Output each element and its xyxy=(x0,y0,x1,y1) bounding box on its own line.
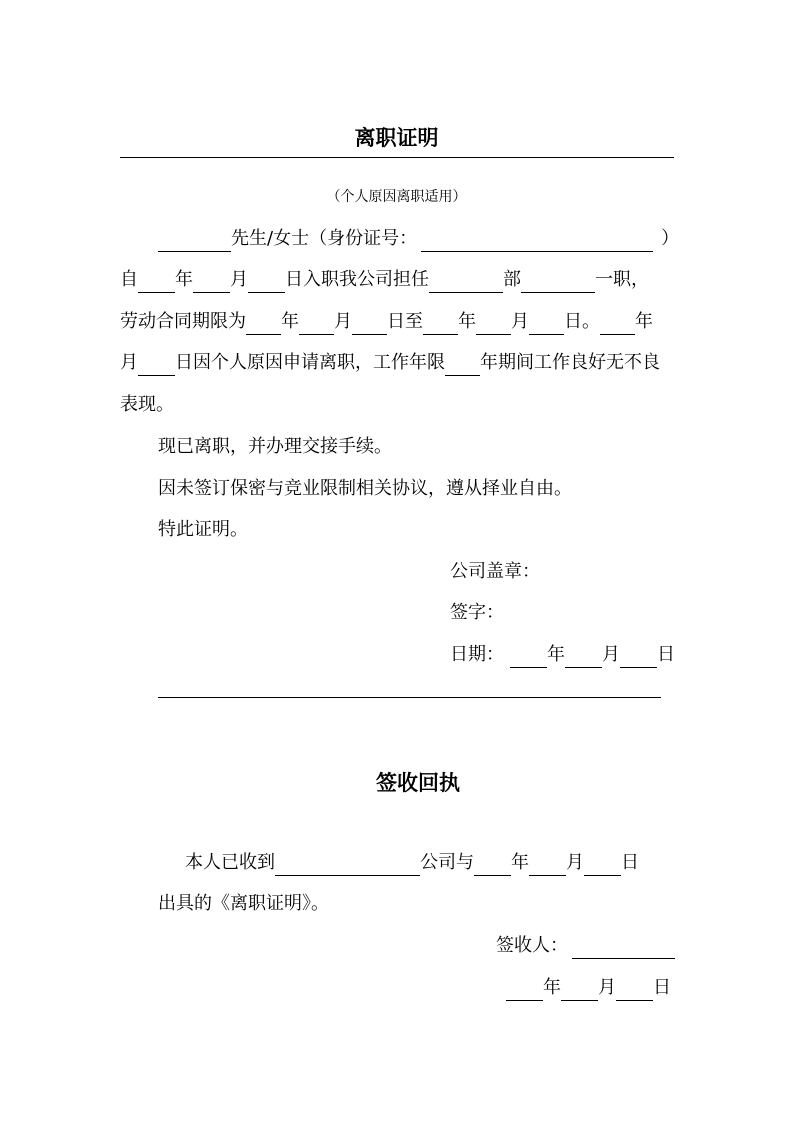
text: 年 xyxy=(511,852,529,873)
non-compete-text: 因未签订保密与竞业限制相关协议，遵从择业自由。 xyxy=(158,478,572,499)
receipt-issue-year-blank[interactable] xyxy=(474,855,511,876)
date-day-blank[interactable] xyxy=(620,647,657,668)
name-blank[interactable] xyxy=(158,231,231,252)
receipt-signer-line xyxy=(496,933,675,959)
text: 年 xyxy=(175,269,193,290)
receipt-day-blank[interactable] xyxy=(616,980,653,1001)
text: 部 xyxy=(503,269,521,290)
contract-start-year-blank[interactable] xyxy=(246,314,281,335)
entry-month-blank[interactable] xyxy=(193,272,230,293)
text: 年 xyxy=(458,311,476,332)
text: 日 xyxy=(657,644,675,665)
years-worked-blank[interactable] xyxy=(445,355,480,376)
entry-day-blank[interactable] xyxy=(248,272,285,293)
entry-line xyxy=(120,267,649,293)
receipt-year-blank[interactable] xyxy=(506,980,543,1001)
contract-end-day-blank[interactable] xyxy=(529,314,564,335)
position-blank[interactable] xyxy=(521,272,595,293)
text: 年 xyxy=(547,644,565,665)
text: 劳动合同期限为 xyxy=(120,311,246,332)
contract-end-year-blank[interactable] xyxy=(423,314,458,335)
text: 日 xyxy=(621,852,639,873)
text: 日。 xyxy=(564,311,600,332)
receipt-title: 签收回执 xyxy=(376,771,460,795)
date-line xyxy=(450,642,675,668)
company-seal-label: 公司盖章： xyxy=(450,561,540,582)
company-name-blank[interactable] xyxy=(275,855,420,876)
receipt-issue-month-blank[interactable] xyxy=(529,855,566,876)
text: 月 xyxy=(230,269,248,290)
receipt-issued-text: 出具的《离职证明》。 xyxy=(158,893,329,914)
resignation-line xyxy=(120,350,660,376)
contract-end-month-blank[interactable] xyxy=(476,314,511,335)
text: 年 xyxy=(635,311,653,332)
close-paren: ） xyxy=(661,228,680,249)
text: 日至 xyxy=(387,311,423,332)
resign-month-blank[interactable] xyxy=(138,355,175,376)
receipt-date-line xyxy=(506,975,671,1001)
entry-year-blank[interactable] xyxy=(138,272,175,293)
signer-label: 签收人： xyxy=(496,935,568,956)
signature-label: 签字： xyxy=(450,602,504,623)
text: 一职， xyxy=(595,269,649,290)
text: 月 xyxy=(566,852,584,873)
text: 月 xyxy=(598,977,616,998)
receipt-month-blank[interactable] xyxy=(561,980,598,1001)
document-title: 离职证明 xyxy=(354,126,439,150)
text: 月 xyxy=(511,311,529,332)
date-label: 日期： xyxy=(450,644,504,665)
department-blank[interactable] xyxy=(429,272,503,293)
text: 年 xyxy=(281,311,299,332)
contract-start-month-blank[interactable] xyxy=(299,314,334,335)
receipt-line xyxy=(185,850,639,876)
text: 公司与 xyxy=(420,852,474,873)
cut-line xyxy=(158,697,661,698)
title-underline xyxy=(120,157,674,158)
text: 日 xyxy=(653,977,671,998)
date-year-blank[interactable] xyxy=(510,647,547,668)
contract-term-line xyxy=(120,309,653,335)
text: 日因个人原因申请离职，工作年限 xyxy=(175,352,445,373)
id-number-blank[interactable] xyxy=(421,231,653,252)
contract-start-day-blank[interactable] xyxy=(352,314,387,335)
handover-text: 现已离职，并办理交接手续。 xyxy=(158,436,392,457)
text: 年期间工作良好无不良 xyxy=(480,352,660,373)
receipt-issue-day-blank[interactable] xyxy=(584,855,621,876)
name-id-line xyxy=(158,226,679,252)
text: 月 xyxy=(334,311,352,332)
signer-blank[interactable] xyxy=(572,938,675,959)
document-subtitle: （个人原因离职适用） xyxy=(326,189,467,205)
resign-year-blank[interactable] xyxy=(600,314,635,335)
text: 年 xyxy=(543,977,561,998)
text: 日入职我公司担任 xyxy=(285,269,429,290)
performance-text: 表现。 xyxy=(120,394,174,415)
certify-text: 特此证明。 xyxy=(158,519,248,540)
text: 月 xyxy=(602,644,620,665)
text: 自 xyxy=(120,269,138,290)
date-month-blank[interactable] xyxy=(565,647,602,668)
text: 月 xyxy=(120,352,138,373)
text: 本人已收到 xyxy=(185,852,275,873)
name-id-label: 先生/女士（身份证号： xyxy=(231,228,418,249)
